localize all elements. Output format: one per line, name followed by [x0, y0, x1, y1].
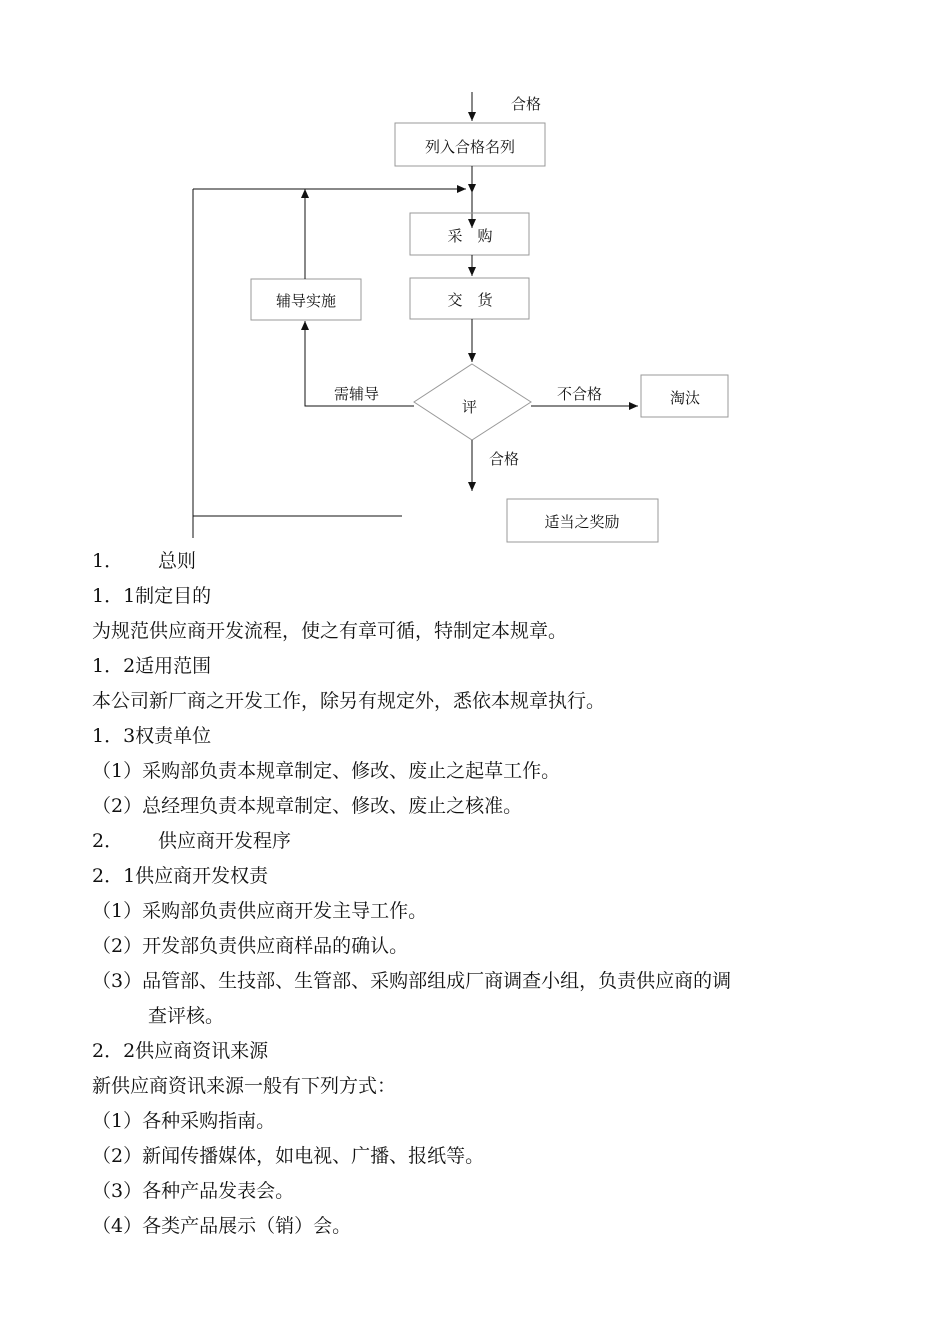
- paragraph-sources: 新供应商资讯来源一般有下列方式：: [92, 1075, 397, 1097]
- label-need-guidance: 需辅导: [334, 385, 380, 403]
- box-list-qualified-label: 列入合格名列: [424, 138, 516, 156]
- list-item: （2）开发部负责供应商样品的确认。: [92, 935, 409, 957]
- section-1-title: 总则: [158, 550, 197, 572]
- paragraph-purpose: 为规范供应商开发流程，使之有章可循，特制定本规章。: [92, 620, 568, 642]
- list-item: （3）品管部、生技部、生管部、采购部组成厂商调查小组，负责供应商的调: [92, 970, 732, 992]
- list-item: （1）采购部负责本规章制定、修改、废止之起草工作。: [92, 760, 561, 782]
- section-1-number: 1．: [92, 550, 124, 572]
- box-reward-label: 适当之奖励: [544, 513, 620, 531]
- box-purchase-label: 采 购: [447, 227, 493, 245]
- label-fail: 不合格: [557, 385, 603, 403]
- subsection-1-3: 1．3权责单位: [92, 725, 212, 747]
- section-2-number: 2．: [92, 830, 124, 852]
- subsection-1-1: 1．1制定目的: [92, 585, 212, 607]
- list-item-continuation: 查评核。: [148, 1005, 225, 1027]
- list-item: （1）采购部负责供应商开发主导工作。: [92, 900, 428, 922]
- label-top-pass: 合格: [511, 95, 542, 113]
- box-delivery-label: 交 货: [447, 291, 493, 309]
- subsection-1-2: 1．2适用范围: [92, 655, 212, 677]
- section-2-title: 供应商开发程序: [158, 830, 292, 852]
- supplier-development-flowchart: [0, 0, 950, 560]
- paragraph-scope: 本公司新厂商之开发工作，除另有规定外，悉依本规章执行。: [92, 690, 606, 712]
- section-1-heading: [92, 546, 196, 576]
- label-pass: 合格: [489, 450, 520, 468]
- box-eliminate-label: 淘汰: [669, 389, 701, 407]
- section-2-heading: [92, 826, 291, 856]
- list-item: （3）各种产品发表会。: [92, 1180, 295, 1202]
- diamond-evaluate-label: 评: [462, 398, 478, 416]
- list-item: （2）新闻传播媒体，如电视、广播、报纸等。: [92, 1145, 485, 1167]
- list-item: （2）总经理负责本规章制定、修改、废止之核准。: [92, 795, 523, 817]
- subsection-2-2: 2．2供应商资讯来源: [92, 1040, 269, 1062]
- subsection-2-1: 2．1供应商开发权责: [92, 865, 269, 887]
- list-item: （1）各种采购指南。: [92, 1110, 276, 1132]
- list-item: （4）各类产品展示（销）会。: [92, 1215, 352, 1237]
- box-guidance-label: 辅导实施: [275, 292, 337, 310]
